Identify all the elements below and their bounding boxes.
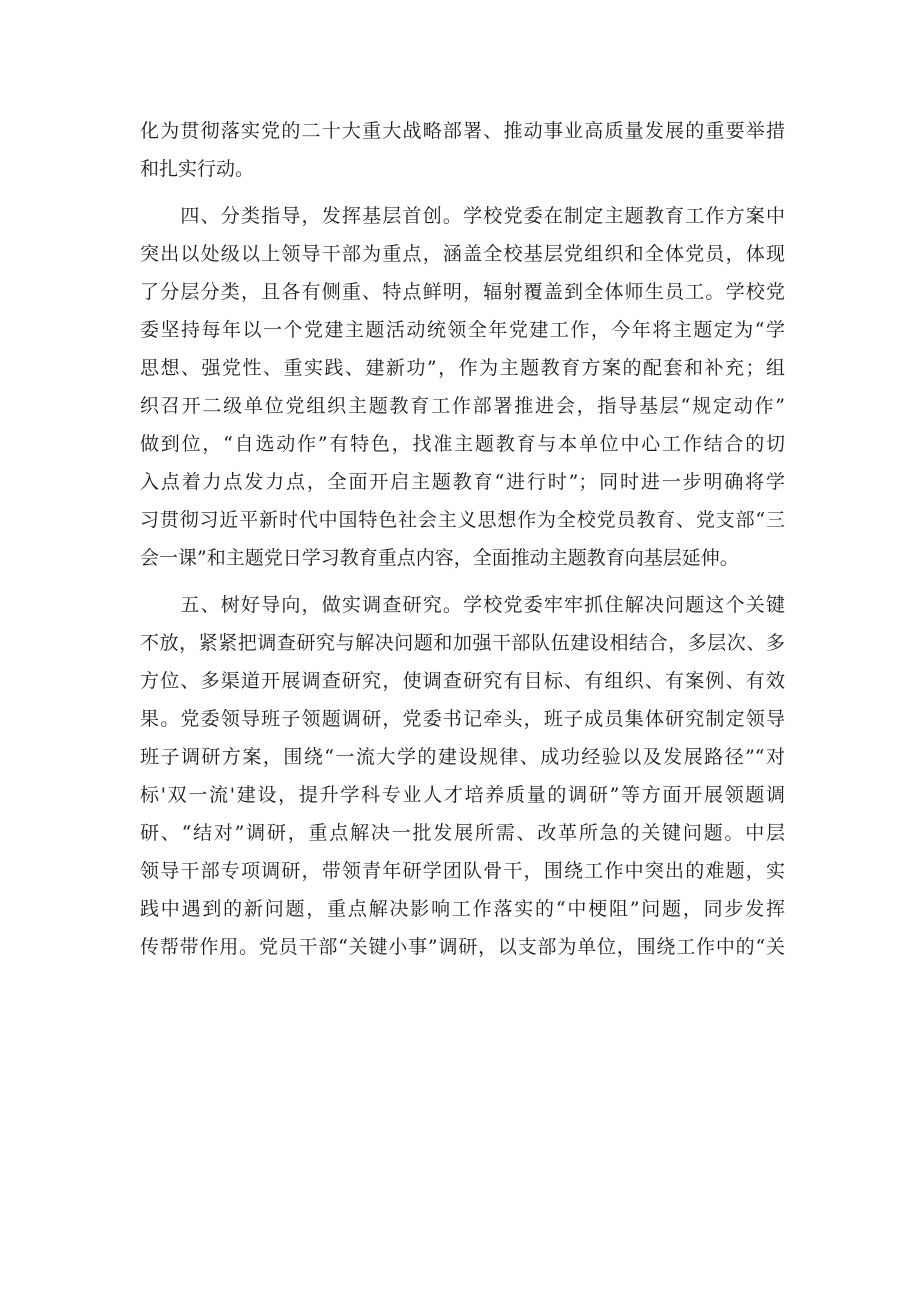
- text-line: 织召开二级单位党组织主题教育工作部署推进会，指导基层“规定动作”: [140, 395, 785, 417]
- text-line: 五、树好导向，做实调查研究。学校党委牢牢抓住解决问题这个关键: [140, 594, 785, 616]
- text-line: 研、“结对”调研，重点解决一批发展所需、改革所急的关键问题。中层: [140, 822, 785, 844]
- text-line: 突出以处级以上领导干部为重点，涵盖全校基层党组织和全体党员，体现: [140, 243, 785, 265]
- text-line: 做到位，“自选动作”有特色，找准主题教育与本单位中心工作结合的切: [140, 433, 785, 455]
- paragraph-1: [140, 112, 785, 188]
- text-line: 践中遇到的新问题，重点解决影响工作落实的“中梗阻”问题，同步发挥: [140, 898, 785, 920]
- paragraph-3: [140, 586, 785, 966]
- text-line: 化为贯彻落实党的二十大重大战略部署、推动事业高质量发展的重要举措: [140, 120, 785, 142]
- text-line: 入点着力点发力点，全面开启主题教育“进行时”；同时进一步明确将学: [140, 471, 785, 493]
- text-line: 了分层分类，且各有侧重、特点鲜明，辐射覆盖到全体师生员工。学校党: [140, 281, 785, 303]
- text-line: 果。党委领导班子领题调研，党委书记牵头，班子成员集体研究制定领导: [140, 708, 785, 730]
- text-line: 班子调研方案，围绕“一流大学的建设规律、成功经验以及发展路径”“对: [140, 746, 785, 768]
- text-line: 标'双一流'建设，提升学科专业人才培养质量的调研”等方面开展领题调: [140, 784, 785, 806]
- text-line: 领导干部专项调研，带领青年研学团队骨干，围绕工作中突出的难题，实: [140, 860, 785, 882]
- text-line: 委坚持每年以一个党建主题活动统领全年党建工作，今年将主题定为“学: [140, 319, 785, 341]
- document-body: [140, 112, 785, 966]
- text-line: 不放，紧紧把调查研究与解决问题和加强干部队伍建设相结合，多层次、多: [140, 632, 785, 654]
- text-line: 和扎实行动。: [140, 158, 255, 180]
- text-line: 会一课”和主题党日学习教育重点内容，全面推动主题教育向基层延伸。: [140, 547, 739, 569]
- paragraph-2: [140, 197, 785, 577]
- text-line: 四、分类指导，发挥基层首创。学校党委在制定主题教育工作方案中: [140, 205, 785, 227]
- text-line: 思想、强党性、重实践、建新功”，作为主题教育方案的配套和补充；组: [140, 357, 785, 379]
- text-line: 习贯彻习近平新时代中国特色社会主义思想作为全校党员教育、党支部“三: [140, 509, 785, 531]
- text-line: 方位、多渠道开展调查研究，使调查研究有目标、有组织、有案例、有效: [140, 670, 785, 692]
- text-line: 传帮带作用。党员干部“关键小事”调研，以支部为单位，围绕工作中的“关: [140, 936, 785, 958]
